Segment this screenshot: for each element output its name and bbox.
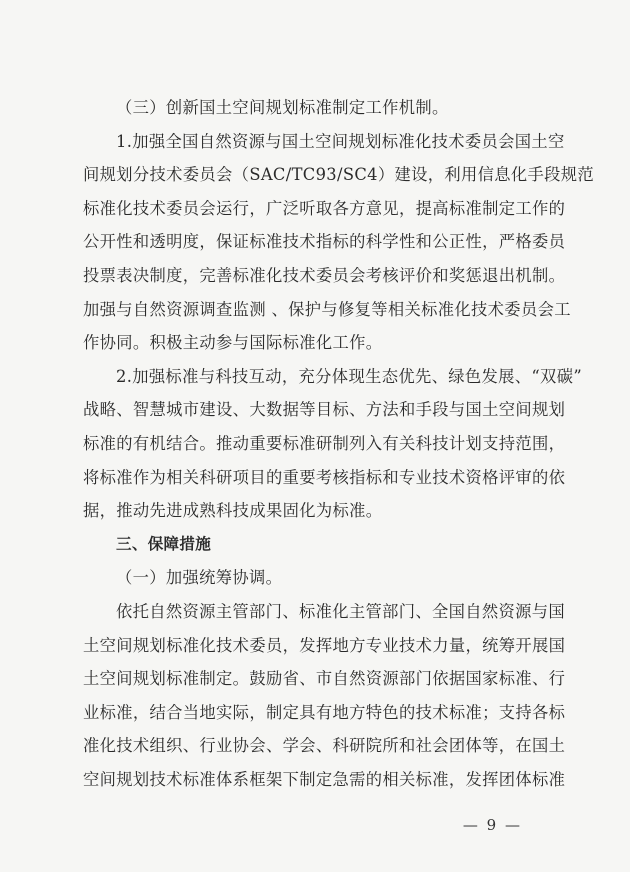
paragraph-line: 作协同。积极主动参与国际标准化工作。 [83, 333, 383, 353]
paragraph-line: 投票表决制度，完善标准化技术委员会考核评价和奖惩退出机制。 [83, 265, 566, 285]
paragraph-line: 间规划分技术委员会（SAC/TC93/SC4）建设，利用信息化手段规范 [83, 165, 595, 185]
paragraph-line: 将标准作为相关科研项目的重要考核指标和专业技术资格评审的依 [83, 467, 566, 487]
paragraph-line: 1.加强全国自然资源与国土空间规划标准化技术委员会国土空 [116, 131, 565, 151]
section-heading: 三、保障措施 [116, 534, 212, 553]
body-text [83, 91, 595, 796]
paragraph-line: 标准的有机结合。推动重要标准研制列入有关科技计划支持范围， [83, 433, 566, 453]
paragraph-line: 依托自然资源主管部门、标准化主管部门、全国自然资源与国 [116, 601, 566, 621]
paragraph-line: 土空间规划标准化技术委员，发挥地方专业技术力量，统筹开展国 [83, 635, 566, 655]
paragraph-line: 土空间规划标准制定。鼓励省、市自然资源部门依据国家标准、行 [83, 669, 566, 689]
paragraph-line: 战略、智慧城市建设、大数据等目标、方法和手段与国土空间规划 [83, 400, 566, 420]
paragraph-line: 公开性和透明度，保证标准技术指标的科学性和公正性，严格委员 [83, 232, 566, 252]
paragraph-line: 空间规划技术标准体系框架下制定急需的相关标准，发挥团体标准 [83, 769, 566, 789]
page-number: — 9 — [462, 816, 522, 834]
paragraph-line: 加强与自然资源调查监测 、保护与修复等相关标准化技术委员会工 [83, 299, 571, 319]
paragraph-line: 2.加强标准与科技互动，充分体现生态优先、绿色发展、“双碳” [116, 366, 582, 386]
paragraph-line: 标准化技术委员会运行，广泛听取各方意见，提高标准制定工作的 [83, 198, 566, 218]
subsection-heading-1: （一）加强统筹协调。 [116, 568, 283, 588]
paragraph-line: 准化技术组织、行业协会、学会、科研院所和社会团体等，在国土 [83, 736, 566, 756]
subsection-heading-3: （三）创新国土空间规划标准制定工作机制。 [116, 98, 449, 117]
paragraph-line: 业标准，结合当地实际，制定具有地方特色的技术标准；支持各标 [83, 702, 566, 722]
paragraph-line: 据，推动先进成熟科技成果固化为标准。 [83, 501, 383, 521]
